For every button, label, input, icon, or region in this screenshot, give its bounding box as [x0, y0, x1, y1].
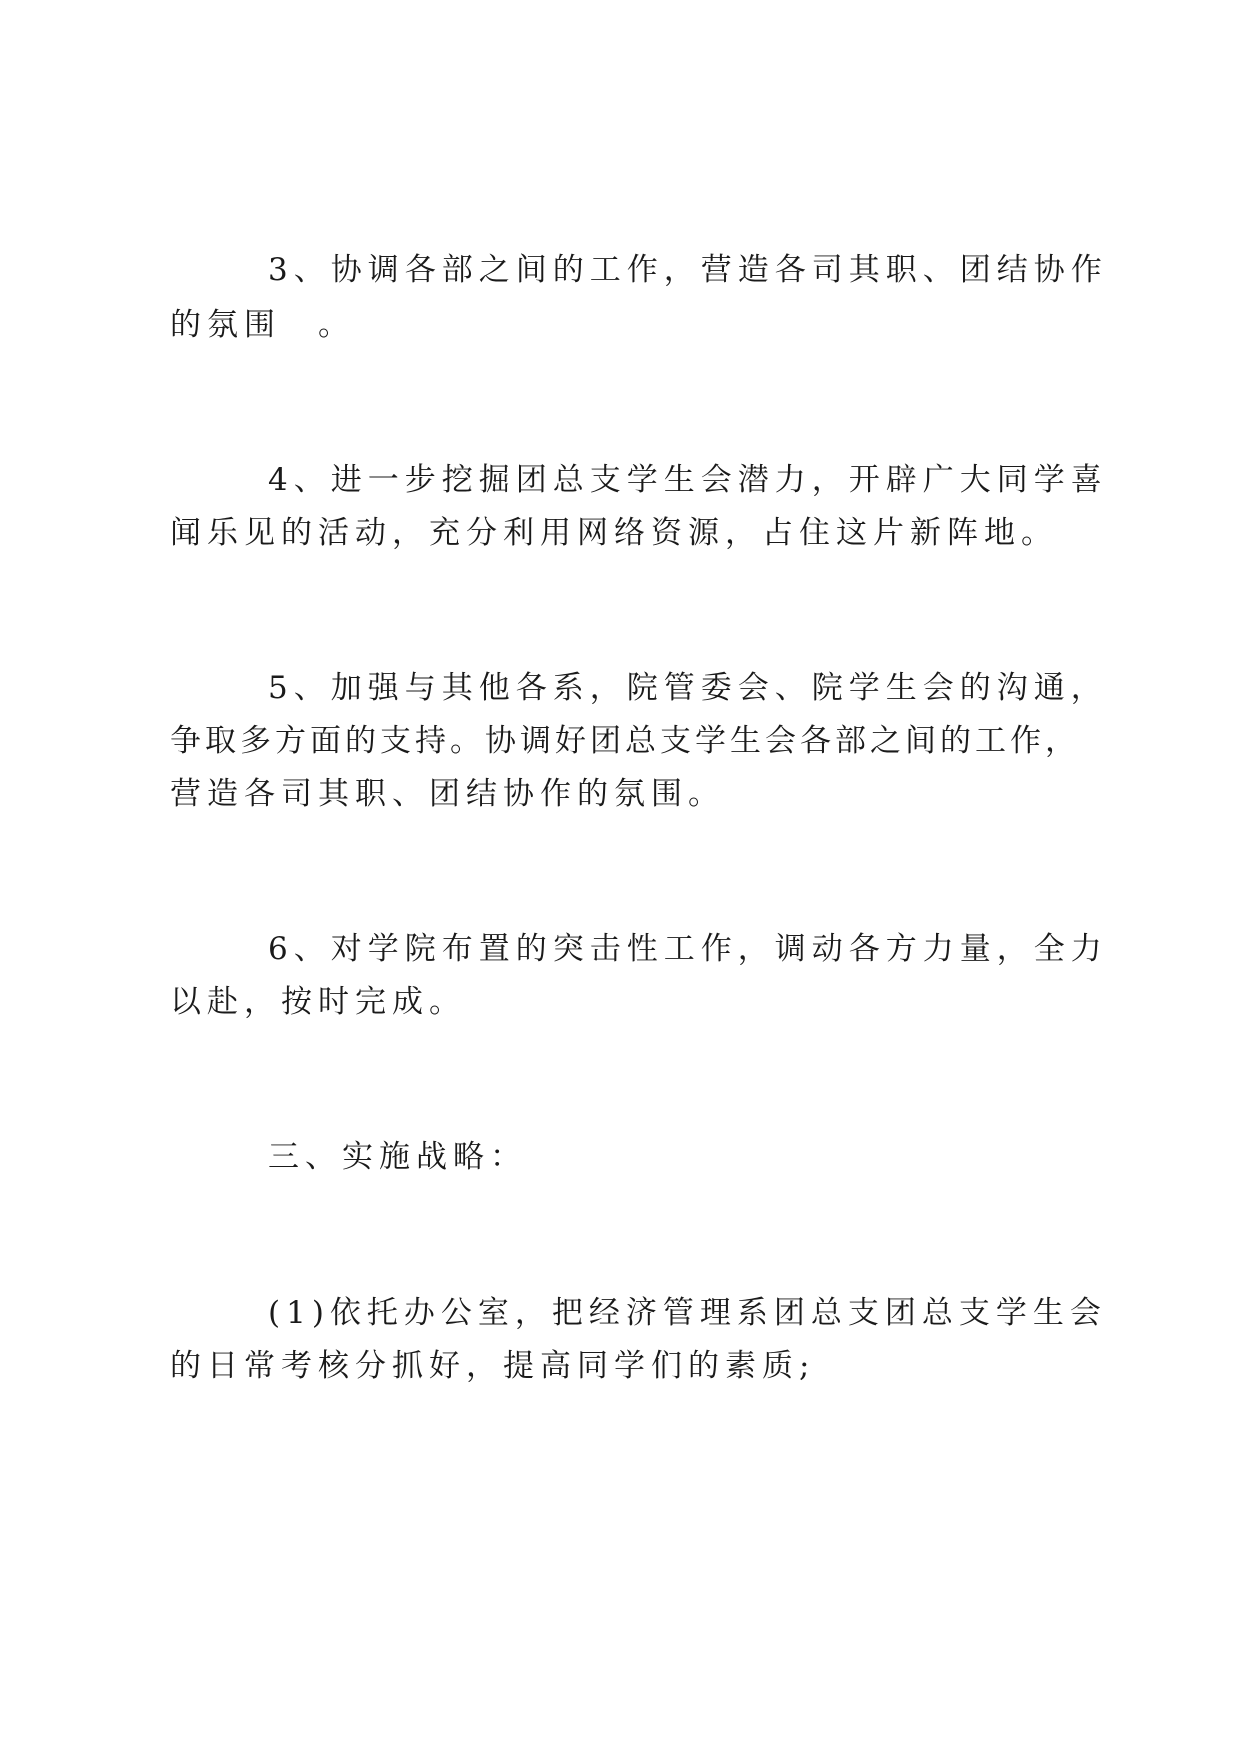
paragraph-line: 的氛围 。	[170, 307, 355, 343]
paragraph-line: 争取多方面的支持。协调好团总支学生会各部之间的工作，	[170, 723, 1080, 759]
paragraph-line: 3、协调各部之间的工作，营造各司其职、团结协作	[268, 252, 1108, 288]
paragraph-line: 营造各司其职、团结协作的氛围。	[170, 776, 725, 812]
paragraph-line: 6、对学院布置的突击性工作，调动各方力量，全力	[268, 931, 1108, 967]
paragraph-line: 以赴，按时完成。	[170, 984, 466, 1020]
paragraph-line: (1)依托办公室，把经济管理系团总支团总支学生会	[268, 1295, 1107, 1331]
paragraph-line: 的日常考核分抓好，提高同学们的素质;	[170, 1348, 816, 1384]
paragraph-line: 闻乐见的活动，充分利用网络资源，占住这片新阵地。	[170, 515, 1058, 551]
paragraph-line: 4、进一步挖掘团总支学生会潜力，开辟广大同学喜	[268, 462, 1108, 498]
paragraph-line: 5、加强与其他各系，院管委会、院学生会的沟通，	[268, 670, 1108, 706]
section-heading: 三、实施战略：	[268, 1139, 527, 1175]
